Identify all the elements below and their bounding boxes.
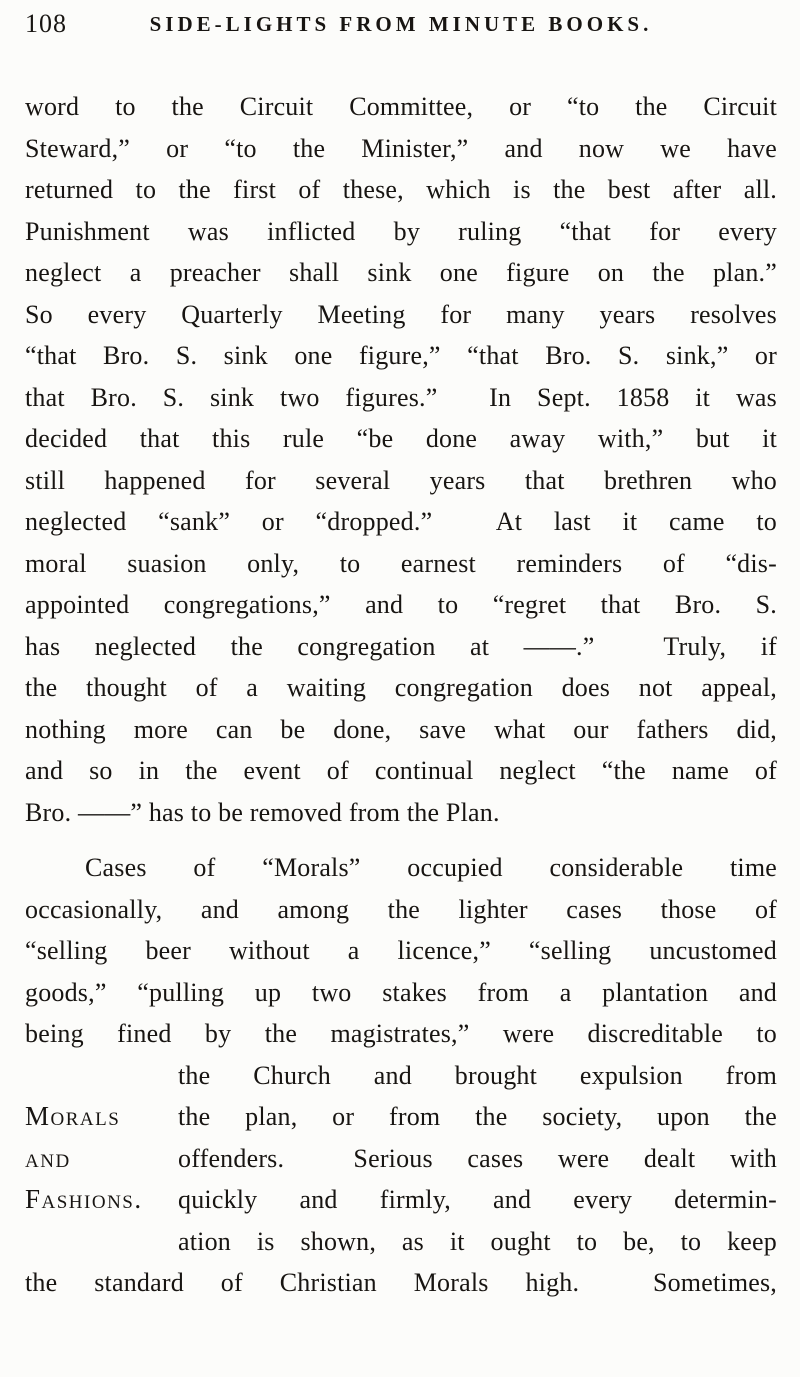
text-line-content: “that Bro. S. sink one figure,” “that Bro. S. sink,” or [25,341,777,370]
text-line-content: word to the Circuit Committee, or “to the Circuit [25,92,777,121]
text-line [25,792,777,834]
text-line-content: nothing more can be done, save what our fathers did, [25,714,777,744]
text-line [25,750,777,792]
text-line-content: ation is shown, as it ought to be, to keep [178,1226,777,1256]
text-line-content: moral suasion only, to earnest reminders of “dis- [25,548,777,578]
text-line-content: returned to the first of these, which is the best after all. [25,175,777,204]
text-line-content: the standard of Christian Morals high. Sometimes, [25,1268,777,1297]
running-title: SIDE-LIGHTS FROM MINUTE BOOKS. [149,12,653,36]
text-line [25,211,777,253]
text-line [25,1013,777,1055]
text-line-content: the Church and brought expulsion from [178,1060,777,1090]
text-line [25,377,777,419]
text-line-content: So every Quarterly Meeting for many years resolves [25,299,777,329]
text-line-content: Cases of “Morals” occupied considerable time [85,853,777,882]
text-line [178,1221,777,1263]
text-line [25,1179,777,1221]
text-line-content: occasionally, and among the lighter cases those of [25,894,777,924]
text-line-content: offenders. Serious cases were dealt with [178,1143,777,1173]
text-line [25,1138,777,1180]
text-line-content: Steward,” or “to the Minister,” and now we have [25,133,777,163]
text-line [25,584,777,626]
text-line [25,1262,777,1304]
text-line [25,335,777,377]
text-line [25,543,777,585]
paragraph-1 [25,86,777,833]
text-line [25,667,777,709]
text-line-content: neglect a preacher shall sink one figure on the plan.” [25,258,777,287]
text-line [25,128,777,170]
text-line [25,930,777,972]
page-header [25,8,777,40]
text-line-content: that Bro. S. sink two figures.” In Sept. 1858 it was [25,382,777,412]
text-line-content: appointed congregations,” and to “regret that Bro. S. [25,590,777,619]
sidenote-label: Fashions. [25,1184,143,1214]
text-line-content: the thought of a waiting congregation does not appeal, [25,673,777,702]
paragraph-2 [25,847,777,1304]
text-line [25,86,777,128]
text-line-content: Bro. ——” has to be removed from the Plan. [25,797,500,827]
text-line-content: the plan, or from the society, upon the [178,1102,777,1131]
text-line [25,889,777,931]
sidenote-label: and [25,1142,71,1173]
text-line-content: has neglected the congregation at ——.” Truly, if [25,631,777,661]
sidenote-label: Morals [25,1101,121,1131]
text-line-content: and so in the event of continual neglect “the name of [25,756,777,785]
text-line-content: still happened for several years that brethren who [25,465,777,495]
text-line [25,169,777,211]
text-line [25,626,777,668]
page-number: 108 [25,9,67,38]
text-line [25,418,777,460]
text-line [25,294,777,336]
text-line [25,847,777,889]
text-line [25,501,777,543]
text-line [25,1096,777,1138]
text-line-content: decided that this rule “be done away with,” but it [25,424,777,453]
text-line-content: being fined by the magistrates,” were discreditable to [25,1019,777,1048]
text-line-content: Punishment was inflicted by ruling “that for every [25,216,777,246]
text-line [25,709,777,751]
text-line-content: quickly and firmly, and every determin- [178,1185,777,1214]
text-line-content: neglected “sank” or “dropped.” At last it came to [25,507,777,536]
text-line [25,972,777,1014]
text-line [25,252,777,294]
text-line-content: “selling beer without a licence,” “selling uncustomed [25,936,777,965]
text-line [178,1055,777,1097]
text-line-content: goods,” “pulling up two stakes from a plantation and [25,977,777,1007]
text-line [25,460,777,502]
